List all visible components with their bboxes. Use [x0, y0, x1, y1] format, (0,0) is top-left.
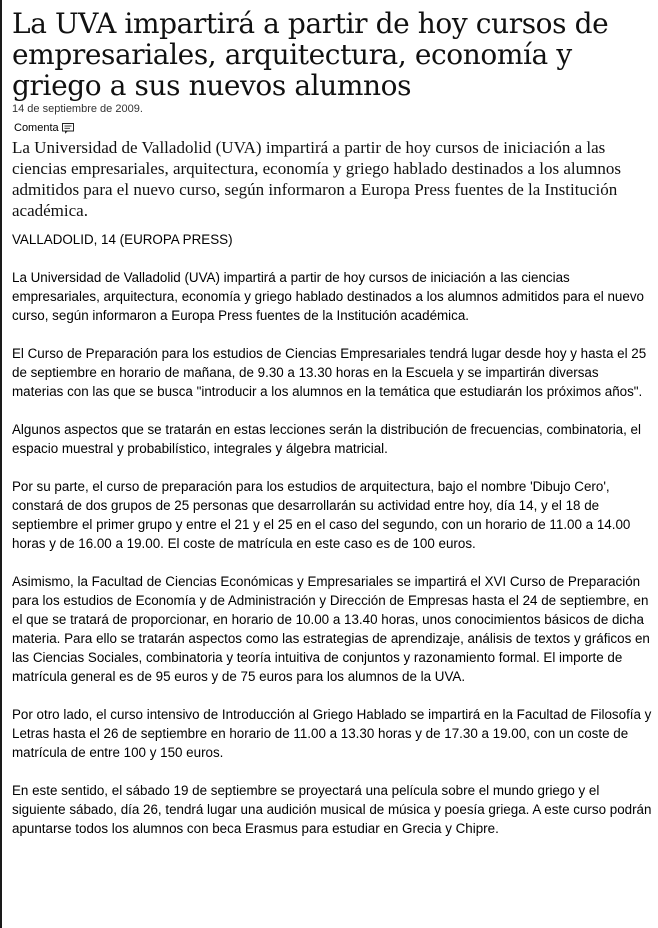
comment-label[interactable]: Comenta: [14, 122, 59, 134]
article-paragraph: En este sentido, el sábado 19 de septiembre se proyectará una película sobre el mundo griego y el siguiente sábado, día 26, tendrá lugar una audición musical de música y poesía griega. A este curso podrán apuntarse todos los alumnos con beca Erasmus para estudiar en Grecia y Chipre.: [12, 783, 652, 836]
article-paragraph: El Curso de Preparación para los estudios de Ciencias Empresariales tendrá lugar desde hoy y hasta el 25 de septiembre en horario de mañana, de 9.30 a 13.30 horas en la Escuela y se impartirán diversas materias con las que se busca "introducir a los alumnos en la temática que estudiarán los próximos años".: [12, 346, 647, 399]
comment-icon[interactable]: [62, 123, 74, 134]
article: [12, 8, 652, 838]
article-paragraph: La Universidad de Valladolid (UVA) impartirá a partir de hoy cursos de iniciación a las ciencias empresariales, arquitectura, economía y griego hablado destinados a los alumnos admitidos para el nuevo curso, según informaron a Europa Press fuentes de la Institución académica.: [12, 270, 644, 323]
article-paragraph: Algunos aspectos que se tratarán en estas lecciones serán la distribución de frecuencias, combinatoria, el espacio muestral y probabilístico, integrales y álgebra matricial.: [12, 422, 641, 456]
article-date: 14 de septiembre de 2009.: [12, 103, 143, 115]
article-paragraph: Por otro lado, el curso intensivo de Introducción al Griego Hablado se impartirá en la Facultad de Filosofía y Letras hasta el 26 de septiembre en horario de 11.00 a 13.30 horas y de 17.30 a 19.00, con un coste de matrícula de entre 100 y 150 euros.: [12, 707, 652, 760]
article-lead: La Universidad de Valladolid (UVA) impartirá a partir de hoy cursos de iniciación a las ciencias empresariales, arquitectura, economía y griego hablado destinados a los alumnos admitidos para el nuevo curso, según informaron a Europa Press fuentes de la Institución académica.: [12, 138, 621, 220]
article-paragraph: Por su parte, el curso de preparación para los estudios de arquitectura, bajo el nombre 'Dibujo Cero', constará de dos grupos de 25 personas que desarrollarán su actividad entre hoy, día 14, y el 18 de septiembre el primer grupo y entre el 21 y el 25 en el caso del segundo, con un horario de 11.00 a 14.00 horas y de 16.00 a 19.00. El coste de matrícula en este caso es de 100 euros.: [12, 479, 631, 551]
page-left-border: [0, 0, 2, 928]
comment-link[interactable]: [14, 121, 652, 135]
article-paragraph: Asimismo, la Facultad de Ciencias Económicas y Empresariales se impartirá el XVI Curso de Preparación para los estudios de Economía y de Administración y Dirección de Empresas hasta el 24 de septiembre, en el que se tratará de proporcionar, en horario de 10.00 a 13.40 horas, unos conocimientos básicos de dicha materia. Para ello se tratarán aspectos como las estrategias de aprendizaje, análisis de textos y gráficos en las Ciencias Sociales, combinatoria y teoría intuitiva de conjuntos y razonamiento formal. El importe de matrícula general es de 95 euros y de 75 euros para los alumnos de la UVA.: [12, 574, 650, 684]
article-dateline: VALLADOLID, 14 (EUROPA PRESS): [12, 232, 233, 247]
article-title: La UVA impartirá a partir de hoy cursos de empresariales, arquitectura, economía y griego a sus nuevos alumnos: [12, 7, 609, 102]
